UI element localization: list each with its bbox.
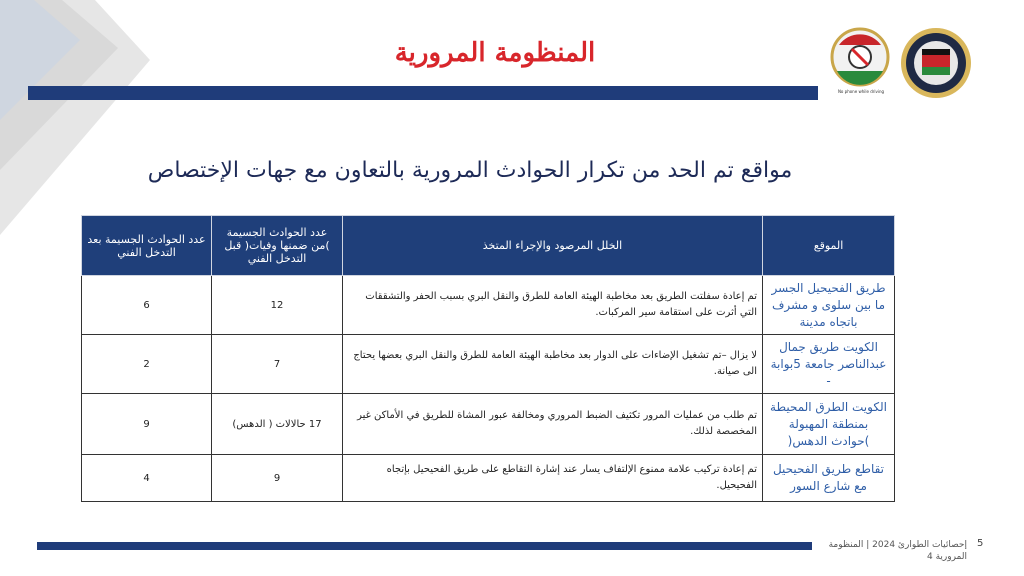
- header-before: عدد الحوادث الجسيمة )من ضمنها وفيات( قبل التدخل الفني: [212, 216, 343, 276]
- header-location: الموقع: [763, 216, 895, 276]
- traffic-police-emblem-icon: [900, 27, 972, 99]
- footer-text: إحصائيات الطوارئ 2024 | المنظومة المرورية 4: [828, 540, 967, 562]
- cell-location: طريق الفحيحيل الجسر ما بين سلوى و مشرف باتجاه مدينة: [763, 276, 895, 335]
- accidents-table: [81, 215, 895, 502]
- cell-after: 6: [82, 276, 212, 335]
- section-heading: مواقع تم الحد من تكرار الحوادث المرورية بالتعاون مع جهات الإختصاص: [147, 158, 793, 183]
- cell-action: تم إعادة سفلتت الطريق بعد مخاطبة الهيئة العامة للطرق والنقل البري بسبب الحفر والتشققات التي أثرت على استقامة سير المركبات.: [343, 276, 763, 335]
- cell-location: الكويت الطرق المحيطة بمنطقة المهبولة )حوادث الدهس(: [763, 394, 895, 455]
- header-action: الخلل المرصود والإجراء المتخذ: [343, 216, 763, 276]
- footer-bar: [37, 542, 812, 550]
- cell-before: 7: [212, 335, 343, 394]
- cell-before: 12: [212, 276, 343, 335]
- cell-location: تقاطع طريق الفحيحيل مع شارع السور: [763, 455, 895, 502]
- page-number: 5: [977, 538, 984, 549]
- cell-location: الكويت طريق جمال عبدالناصر جامعة 5بوابة -: [763, 335, 895, 394]
- table-row: [82, 394, 895, 455]
- header-bar: [28, 86, 818, 100]
- cell-action: تم طلب من عمليات المرور تكثيف الضبط المروري ومخالفة عبور المشاة للطريق في الأماكن غير المخصصة لذلك.: [343, 394, 763, 455]
- table-row: [82, 455, 895, 502]
- cell-action: لا يزال –تم تشغيل الإضاءات على الدوار بعد مخاطبة الهيئة العامة للطرق والنقل البري بعضها يحتاج الى صيانة.: [343, 335, 763, 394]
- header-after: عدد الحوادث الجسيمة بعد التدخل الفني: [82, 216, 212, 276]
- logo-caption: No phone while driving: [837, 89, 885, 94]
- table-row: [82, 335, 895, 394]
- cell-after: 4: [82, 455, 212, 502]
- cell-after: 2: [82, 335, 212, 394]
- table-header-row: [82, 216, 895, 276]
- cell-after: 9: [82, 394, 212, 455]
- table-row: [82, 276, 895, 335]
- cell-action: تم إعادة تركيب علامة ممنوع الإلتفاف يسار عند إشارة التقاطع على طريق الفحيحيل بإتجاه الفحيحيل.: [343, 455, 763, 502]
- cell-before: 17 حالالات ( الدهس): [212, 394, 343, 455]
- page-title: المنظومة المرورية: [394, 38, 596, 68]
- cell-before: 9: [212, 455, 343, 502]
